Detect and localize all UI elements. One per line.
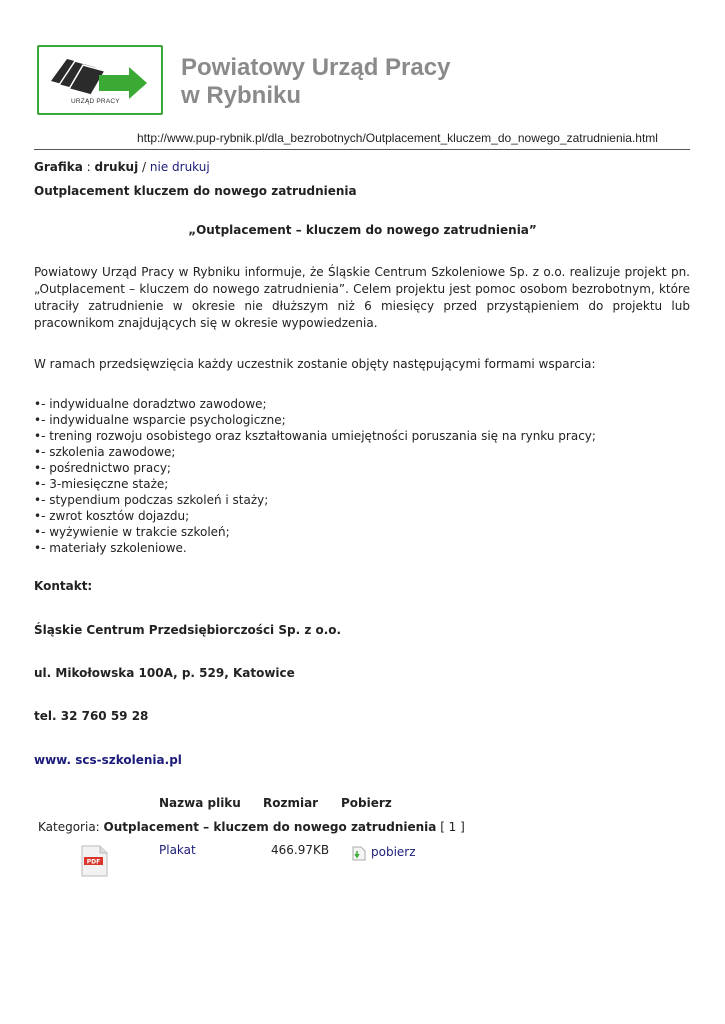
list-item: • - wyżywienie w trakcie szkoleń; [34, 524, 596, 540]
grafika-sep: : [82, 160, 95, 174]
header-divider [34, 149, 690, 150]
page-url: http://www.pup-rybnik.pl/dla_bezrobotnych/Outplacement_kluczem_do_nowego_zatrudnienia.html [137, 131, 658, 145]
article-subtitle: „Outplacement – kluczem do nowego zatrudnienia” [188, 223, 537, 237]
file-size: 466.97KB [271, 843, 330, 857]
contact-phone: tel. 32 760 59 28 [34, 709, 149, 723]
logo-caption: URZĄD PRACY [71, 98, 120, 105]
no-print-link[interactable]: nie drukuj [149, 160, 210, 174]
list-item: • - 3-miesięczne staże; [34, 476, 596, 492]
list-item: • - indywidualne doradztwo zawodowe; [34, 396, 596, 412]
support-list [34, 396, 596, 556]
site-title-line1: Powiatowy Urząd Pracy [181, 54, 451, 81]
site-title-line2: w Rybniku [181, 82, 302, 109]
list-item: • - pośrednictwo pracy; [34, 460, 596, 476]
list-item: • - materiały szkoleniowe. [34, 540, 596, 556]
category-count: [ 1 ] [436, 820, 465, 834]
pdf-icon-label: PDF [86, 858, 101, 866]
contact-website-link[interactable]: www. scs-szkolenia.pl [34, 753, 182, 767]
grafika-label: Grafika [34, 160, 83, 174]
logo [37, 45, 163, 115]
contact-org: Śląskie Centrum Przedsiębiorczości Sp. z o.o. [34, 623, 342, 637]
contact-label: Kontakt: [34, 579, 93, 593]
article-heading: Outplacement kluczem do nowego zatrudnienia [34, 184, 357, 198]
files-header-name: Nazwa pliku [159, 796, 241, 810]
contact-address: ul. Mikołowska 100A, p. 529, Katowice [34, 666, 295, 680]
file-name-link[interactable]: Plakat [159, 843, 196, 857]
list-item: • - trening rozwoju osobistego oraz kształtowania umiejętności poruszania się na rynku pracy; [34, 428, 596, 444]
files-header-size: Rozmiar [263, 796, 319, 810]
print-link[interactable]: drukuj [94, 160, 139, 174]
pdf-file-icon [81, 845, 108, 877]
category-name: Outplacement – kluczem do nowego zatrudnienia [103, 820, 437, 834]
download-link[interactable]: pobierz [371, 845, 416, 859]
article-paragraph-1: Powiatowy Urząd Pracy w Rybniku informuje, że Śląskie Centrum Szkoleniowe Sp. z o.o. realizuje projekt pn. „Outplacement – kluczem do nowego zatrudnienia”. Celem projektu jest pomoc osobom bezrobotnym, które utraciły zatrudnienie w okresie nie dłuższym niż 6 miesięcy przed przystąpieniem do projektu lub pracownikom znajdujących się w okresie wypowiedzenia. [34, 265, 690, 330]
category-label: Kategoria: [38, 820, 104, 834]
download-icon[interactable] [352, 846, 366, 861]
files-category [38, 820, 465, 834]
list-item: • - zwrot kosztów dojazdu; [34, 508, 596, 524]
list-item: • - stypendium podczas szkoleń i staży; [34, 492, 596, 508]
article-paragraph-2: W ramach przedsięwzięcia każdy uczestnik zostanie objęty następującymi formami wsparcia: [34, 357, 596, 371]
site-title [181, 54, 450, 110]
files-header-download: Pobierz [341, 796, 392, 810]
list-item: • - indywidualne wsparcie psychologiczne; [34, 412, 596, 428]
list-item: • - szkolenia zawodowe; [34, 444, 596, 460]
grafika-slash: / [138, 160, 150, 174]
print-options [34, 160, 210, 174]
